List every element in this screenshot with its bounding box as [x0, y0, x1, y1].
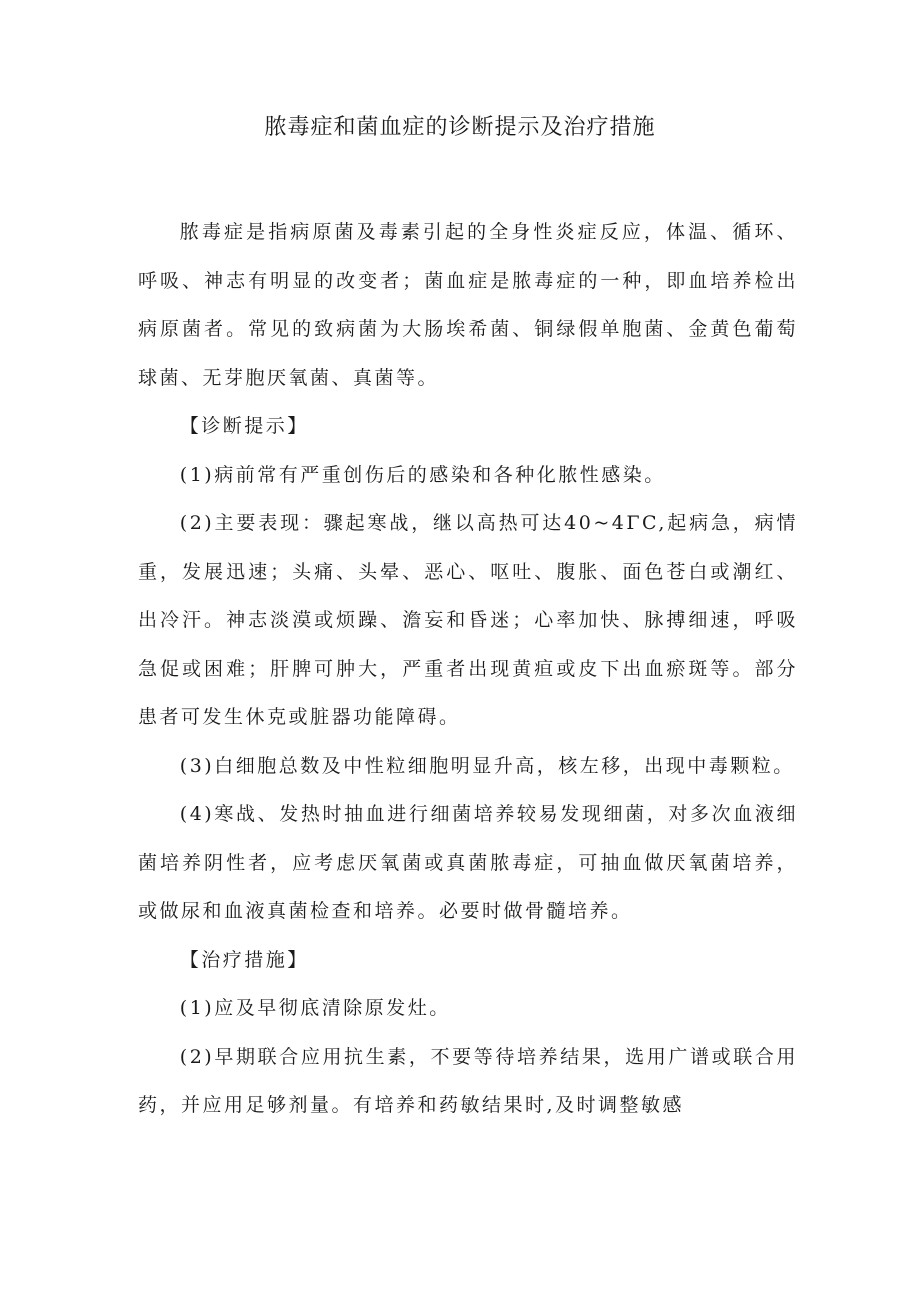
diagnosis-item-4: (4)寒战、发热时抽血进行细菌培养较易发现细菌，对多次血液细菌培养阴性者，应考虑厌氧菌或真菌脓毒症，可抽血做厌氧菌培养，或做尿和血液真菌检查和培养。必要时做骨髓培养。 — [138, 803, 798, 922]
diagnosis-item-3: (3)白细胞总数及中性粒细胞明显升高，核左移，出现中毒颗粒。 — [179, 754, 795, 777]
page-title: 脓毒症和菌血症的诊断提示及治疗措施 — [264, 115, 656, 140]
intro-paragraph: 脓毒症是指病原菌及毒素引起的全身性炎症反应，体温、循环、呼吸、神志有明显的改变者；菌血症是脓毒症的一种，即血培养检出病原菌者。常见的致病菌为大肠埃希菌、铜绿假单胞菌、金黄色葡萄球菌、无芽胞厌氧菌、真菌等。 — [138, 221, 798, 389]
treatment-item-1: (1)应及早彻底清除原发灶。 — [179, 997, 451, 1019]
treatment-heading: 【治疗措施】 — [179, 948, 309, 971]
diagnosis-item-2: (2)主要表现：骤起寒战，继以高热可达40~4ΓC,起病急，病情重，发展迅速；头痛、头晕、恶心、呕吐、腹胀、面色苍白或潮红、出冷汗。神志淡漠或烦躁、澹妄和昏迷；心率加快、脉搏细速，呼吸急促或困难；肝脾可肿大，严重者出现黄疸或皮下出血瘀斑等。部分患者可发生休克或脏器功能障碍。 — [138, 512, 798, 728]
treatment-item-2: (2)早期联合应用抗生素，不要等待培养结果，选用广谱或联合用药，并应用足够剂量。有培养和药敏结果时,及时调整敏感 — [138, 1045, 798, 1116]
document-body — [138, 208, 798, 1130]
diagnosis-heading: 【诊断提示】 — [179, 415, 309, 437]
diagnosis-item-1: (1)病前常有严重创伤后的感染和各种化脓性感染。 — [179, 463, 666, 486]
